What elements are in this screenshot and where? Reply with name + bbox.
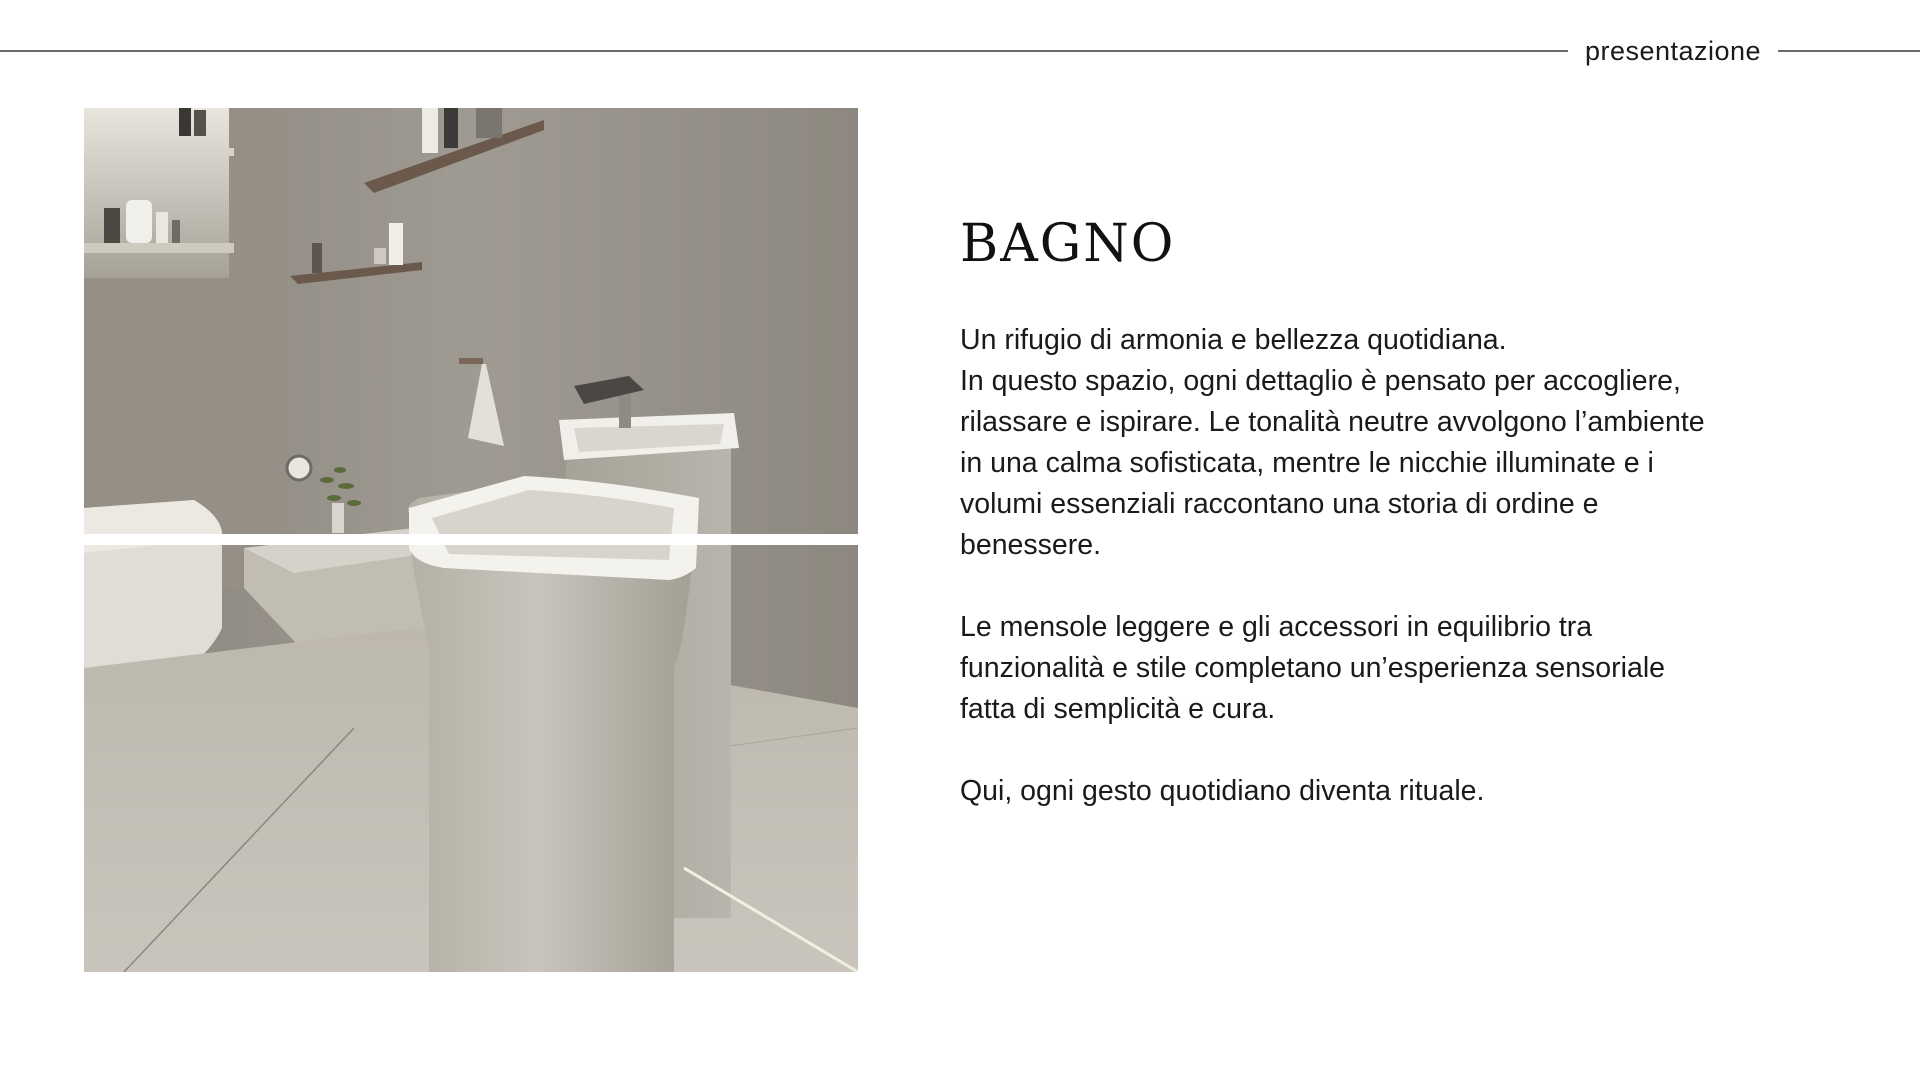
text-line: Un rifugio di armonia e bellezza quotidiana.	[960, 324, 1507, 356]
bathroom-photo-bottom	[84, 545, 858, 972]
text-line: fatta di semplicità e cura.	[960, 693, 1276, 725]
text-line: benessere.	[960, 529, 1102, 561]
bathroom-illustration-bottom	[84, 545, 858, 972]
text-line: Le mensole leggere e gli accessori in equilibrio tra	[960, 611, 1593, 643]
bathroom-photo-top	[84, 108, 858, 534]
paragraph-accessories	[960, 607, 1840, 730]
header-rule-right	[1778, 50, 1920, 52]
description	[960, 320, 1840, 853]
text-line: funzionalità e stile completano un’esperienza sensoriale	[960, 652, 1666, 684]
text-line: volumi essenziali raccontano una storia di ordine e	[960, 488, 1599, 520]
text-line: in una calma sofisticata, mentre le nicchie illuminate e i	[960, 447, 1654, 479]
text-line: In questo spazio, ogni dettaglio è pensato per accogliere,	[960, 365, 1681, 397]
paragraph-intro	[960, 320, 1840, 566]
bathroom-illustration-top	[84, 108, 858, 534]
header-rule-left	[0, 50, 1568, 52]
page-title: BAGNO	[960, 214, 1176, 274]
text-line: Qui, ogni gesto quotidiano diventa rituale.	[960, 775, 1485, 807]
text-line: rilassare e ispirare. Le tonalità neutre avvolgono l’ambiente	[960, 406, 1705, 438]
paragraph-closing	[960, 771, 1840, 812]
section-label: presentazione	[1584, 36, 1762, 66]
